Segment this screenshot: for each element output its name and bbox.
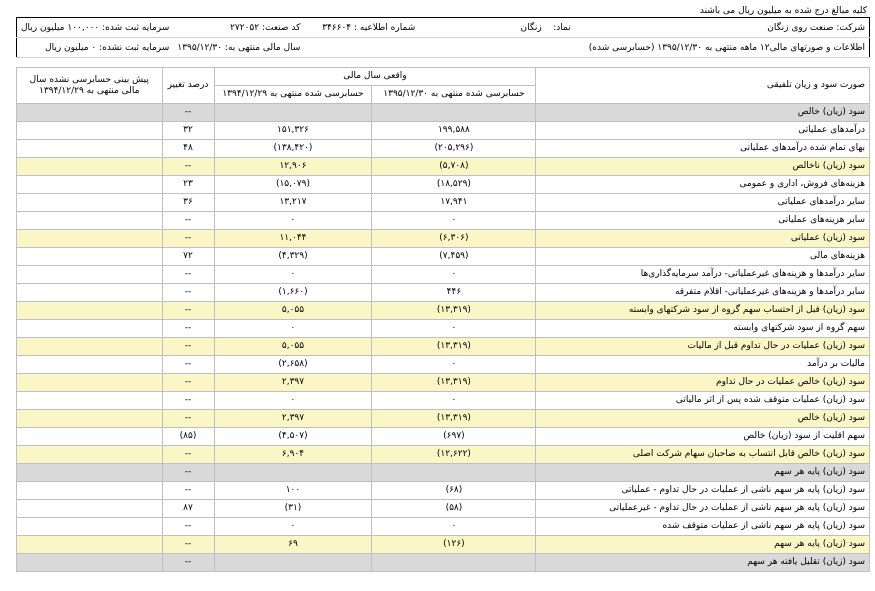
value-1394: ۱۳,۲۱۷ <box>214 194 372 212</box>
value-1394: ۵,۰۵۵ <box>214 302 372 320</box>
value-1394: ۶,۹۰۴ <box>214 446 372 464</box>
row-label: سود (زیان) خالص قابل انتساب به صاحبان سهام شرکت اصلی <box>536 446 870 464</box>
table-row <box>17 194 870 212</box>
change-pct: -- <box>162 410 214 428</box>
row-label: سایر درآمدها و هزینه‌های غیرعملیاتی- اقلام متفرقه <box>536 284 870 302</box>
row-label: سود (زیان) پایه هر سهم <box>536 536 870 554</box>
change-pct: -- <box>162 482 214 500</box>
forecast-value <box>17 464 163 482</box>
value-1395: (۱۳,۳۱۹) <box>372 302 536 320</box>
value-1395: (۶۸) <box>372 482 536 500</box>
table-row <box>17 536 870 554</box>
change-pct: -- <box>162 464 214 482</box>
change-pct: -- <box>162 104 214 122</box>
table-row <box>17 284 870 302</box>
change-pct: ۷۲ <box>162 248 214 266</box>
table-row <box>17 464 870 482</box>
unregistered-capital: سرمایه ثبت نشده: ۰ میلیون ریال <box>17 38 174 58</box>
table-row <box>17 338 870 356</box>
report-header <box>16 17 870 58</box>
registered-capital: سرمایه ثبت شده: ۱۰۰,۰۰۰ میلیون ریال <box>17 18 174 38</box>
table-row <box>17 212 870 230</box>
value-1394: (۴,۳۲۹) <box>214 248 372 266</box>
value-1395: (۵۸) <box>372 500 536 518</box>
value-1395: (۶۹۷) <box>372 428 536 446</box>
row-label: سود (زیان) عملیات متوقف شده پس از اثر مالیاتی <box>536 392 870 410</box>
symbol-value: زنگان <box>520 22 542 33</box>
forecast-value <box>17 536 163 554</box>
statement-title: صورت سود و زیان تلفیقی <box>536 68 870 104</box>
change-pct: ۳۲ <box>162 122 214 140</box>
value-1395: (۱۲۶) <box>372 536 536 554</box>
forecast-value <box>17 104 163 122</box>
row-label: سود (زیان) پایه هر سهم ناشی از عملیات متوقف شده <box>536 518 870 536</box>
amounts-unit-note: کلیه مبالغ درج شده به میلیون ریال می باشند <box>699 6 867 16</box>
forecast-value <box>17 356 163 374</box>
change-pct: -- <box>162 158 214 176</box>
value-1394: (۴,۵۰۷) <box>214 428 372 446</box>
table-row <box>17 266 870 284</box>
forecast-value <box>17 302 163 320</box>
table-row <box>17 230 870 248</box>
industry-code: کد صنعت: ۲۷۲۰۵۲ <box>173 18 304 38</box>
change-pct: -- <box>162 356 214 374</box>
table-row <box>17 356 870 374</box>
table-row <box>17 554 870 572</box>
row-label: مالیات بر درآمد <box>536 356 870 374</box>
report-description: اطلاعات و صورتهای مالی۱۲ ماهه منتهی به ۱۳۹۵/۱۲/۳۰ (حسابرسی شده) <box>304 38 869 58</box>
table-row <box>17 392 870 410</box>
forecast-value <box>17 248 163 266</box>
value-1395: (۱۸,۵۲۹) <box>372 176 536 194</box>
forecast-value <box>17 428 163 446</box>
value-1394: ۱۰۰ <box>214 482 372 500</box>
value-1395: ۰ <box>372 392 536 410</box>
notice-number: شماره اطلاعیه : ۳۴۶۶۰۴ <box>304 18 419 38</box>
symbol-label: نماد: <box>553 22 571 33</box>
row-label: سود (زیان) پایه هر سهم ناشی از عملیات در حال تداوم - غیرعملیاتی <box>536 500 870 518</box>
table-row <box>17 500 870 518</box>
row-label: سهم گروه از سود شرکتهای وابسته <box>536 320 870 338</box>
value-1394: (۱,۶۶۰) <box>214 284 372 302</box>
row-label: سود (زیان) ناخالص <box>536 158 870 176</box>
table-row <box>17 446 870 464</box>
change-pct: ۳۶ <box>162 194 214 212</box>
value-1394: ۲,۳۹۷ <box>214 374 372 392</box>
value-1395: (۵,۷۰۸) <box>372 158 536 176</box>
value-1394: ۰ <box>214 518 372 536</box>
change-pct: -- <box>162 338 214 356</box>
change-pct: -- <box>162 302 214 320</box>
value-1395: ۴۴۶ <box>372 284 536 302</box>
forecast-value <box>17 284 163 302</box>
forecast-value <box>17 554 163 572</box>
change-pct-header: درصد تغییر <box>162 68 214 104</box>
forecast-header: پیش بینی حسابرسی نشده سال مالی منتهی به ۱۳۹۴/۱۲/۲۹ <box>17 68 163 104</box>
value-1395: ۰ <box>372 266 536 284</box>
row-label: سود (زیان) خالص <box>536 104 870 122</box>
change-pct: -- <box>162 284 214 302</box>
value-1394: (۱۳۸,۴۲۰) <box>214 140 372 158</box>
row-label: هزینه‌های فروش، اداری و عمومی <box>536 176 870 194</box>
value-1395: ۱۹۹,۵۸۸ <box>372 122 536 140</box>
change-pct: -- <box>162 446 214 464</box>
value-1395: (۱۳,۳۱۹) <box>372 338 536 356</box>
change-pct: -- <box>162 212 214 230</box>
value-1394: ۵,۰۵۵ <box>214 338 372 356</box>
row-label: سود (زیان) عملیاتی <box>536 230 870 248</box>
table-row <box>17 320 870 338</box>
change-pct: -- <box>162 518 214 536</box>
change-pct: -- <box>162 374 214 392</box>
value-1394: ۱۲,۹۰۶ <box>214 158 372 176</box>
value-1395 <box>372 104 536 122</box>
value-1394: ۰ <box>214 320 372 338</box>
value-1394 <box>214 464 372 482</box>
table-row <box>17 104 870 122</box>
value-1395: (۶,۳۰۶) <box>372 230 536 248</box>
forecast-value <box>17 518 163 536</box>
value-1394 <box>214 104 372 122</box>
forecast-value <box>17 158 163 176</box>
audited-1394-header: حسابرسی شده منتهی به ۱۳۹۴/۱۲/۲۹ <box>214 86 372 104</box>
value-1395: (۱۳,۳۱۹) <box>372 410 536 428</box>
table-row <box>17 302 870 320</box>
change-pct: ۲۳ <box>162 176 214 194</box>
forecast-value <box>17 194 163 212</box>
value-1395: (۷,۴۵۹) <box>372 248 536 266</box>
value-1394: ۰ <box>214 212 372 230</box>
company-name: شرکت: صنعت روی زنگان <box>575 18 870 38</box>
table-row <box>17 140 870 158</box>
change-pct: -- <box>162 536 214 554</box>
forecast-value <box>17 500 163 518</box>
value-1394: ۲,۳۹۷ <box>214 410 372 428</box>
row-label: سود (زیان) قبل از احتساب سهم گروه از سود شرکتهای وابسته <box>536 302 870 320</box>
table-row <box>17 176 870 194</box>
row-label: هزینه‌های مالی <box>536 248 870 266</box>
row-label: سهم اقلیت از سود (زیان) خالص <box>536 428 870 446</box>
table-row <box>17 518 870 536</box>
change-pct: ۴۸ <box>162 140 214 158</box>
change-pct: -- <box>162 320 214 338</box>
forecast-value <box>17 140 163 158</box>
value-1395 <box>372 554 536 572</box>
value-1394: (۱۵,۰۷۹) <box>214 176 372 194</box>
change-pct: -- <box>162 554 214 572</box>
row-label: سایر هزینه‌های عملیاتی <box>536 212 870 230</box>
table-row <box>17 374 870 392</box>
change-pct: -- <box>162 230 214 248</box>
row-label: بهای تمام شده درآمدهای عملیاتی <box>536 140 870 158</box>
value-1394: ۱۵۱,۳۲۶ <box>214 122 372 140</box>
value-1394: ۰ <box>214 392 372 410</box>
value-1395: ۰ <box>372 320 536 338</box>
symbol <box>419 18 574 38</box>
table-row <box>17 428 870 446</box>
row-label: درآمدهای عملیاتی <box>536 122 870 140</box>
change-pct: (۸۵) <box>162 428 214 446</box>
audited-1395-header: حسابرسی شده منتهی به ۱۳۹۵/۱۲/۳۰ <box>372 86 536 104</box>
table-row <box>17 248 870 266</box>
row-label: سایر درآمدهای عملیاتی <box>536 194 870 212</box>
fiscal-year: سال مالی منتهی به: ۱۳۹۵/۱۲/۳۰ <box>173 38 304 58</box>
forecast-value <box>17 122 163 140</box>
value-1395: ۰ <box>372 518 536 536</box>
forecast-value <box>17 176 163 194</box>
value-1395 <box>372 464 536 482</box>
income-statement-table <box>16 67 870 572</box>
forecast-value <box>17 482 163 500</box>
value-1395: ۱۷,۹۴۱ <box>372 194 536 212</box>
value-1394: ۱۱,۰۴۴ <box>214 230 372 248</box>
row-label: سود (زیان) پایه هر سهم ناشی از عملیات در حال تداوم - عملیاتی <box>536 482 870 500</box>
value-1394 <box>214 554 372 572</box>
row-label: سایر درآمدها و هزینه‌های غیرعملیاتی- درآمد سرمایه‌گذاری‌ها <box>536 266 870 284</box>
actual-group-header: واقعی سال مالی <box>214 68 536 86</box>
change-pct: ۸۷ <box>162 500 214 518</box>
row-label: سود (زیان) خالص عملیات در حال تداوم <box>536 374 870 392</box>
row-label: سود (زیان) تقلیل یافته هر سهم <box>536 554 870 572</box>
value-1395: (۱۲,۶۲۲) <box>372 446 536 464</box>
value-1395: (۲۰۵,۲۹۶) <box>372 140 536 158</box>
value-1394: ۰ <box>214 266 372 284</box>
table-row <box>17 158 870 176</box>
forecast-value <box>17 446 163 464</box>
forecast-value <box>17 410 163 428</box>
row-label: سود (زیان) پایه هر سهم <box>536 464 870 482</box>
table-row <box>17 482 870 500</box>
forecast-value <box>17 374 163 392</box>
forecast-value <box>17 230 163 248</box>
value-1394: (۳۱) <box>214 500 372 518</box>
value-1395: ۰ <box>372 212 536 230</box>
value-1394: ۶۹ <box>214 536 372 554</box>
change-pct: -- <box>162 266 214 284</box>
row-label: سود (زیان) عملیات در حال تداوم قبل از مالیات <box>536 338 870 356</box>
value-1395: ۰ <box>372 356 536 374</box>
forecast-value <box>17 320 163 338</box>
value-1394: (۲,۶۵۸) <box>214 356 372 374</box>
value-1395: (۱۳,۳۱۹) <box>372 374 536 392</box>
change-pct: -- <box>162 392 214 410</box>
row-label: سود (زیان) خالص <box>536 410 870 428</box>
table-row <box>17 122 870 140</box>
table-row <box>17 410 870 428</box>
forecast-value <box>17 338 163 356</box>
forecast-value <box>17 266 163 284</box>
forecast-value <box>17 212 163 230</box>
forecast-value <box>17 392 163 410</box>
